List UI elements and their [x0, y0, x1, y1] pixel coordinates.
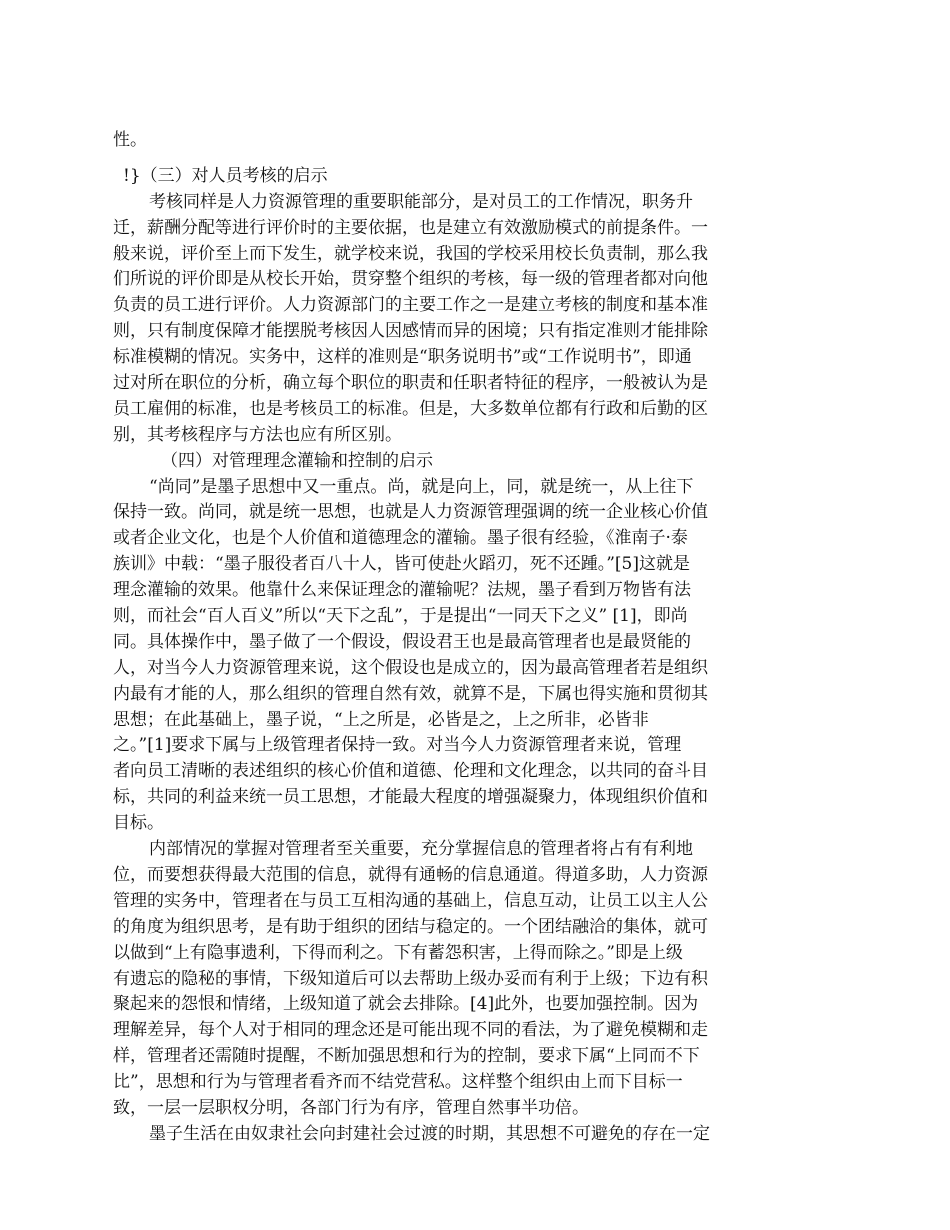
text-line: 思想；在此基础上，墨子说，“上之所是，必皆是之，上之所非，必皆非 [113, 709, 649, 730]
text-line: “尚同”是墨子思想中又一重点。尚，就是向上，同，就是统一，从上往下 [149, 476, 694, 497]
spacer [113, 154, 767, 164]
text-line: 理解差异，每个人对于相同的理念还是可能出现不同的看法，为了避免模糊和走 [113, 1020, 708, 1041]
text-line: 保持一致。尚同，就是统一思想，也就是人力资源管理强调的统一企业核心价值 [113, 502, 708, 523]
paragraph-mozi-era [113, 1122, 767, 1148]
text-line: 以做到“上有隐事遗利，下得而利之。下有蓄怨积害，上得而除之。”即是上级 [113, 942, 683, 963]
text-line: 墨子生活在由奴隶社会向封建社会过渡的时期，其思想不可避免的存在一定 [149, 1123, 710, 1144]
text-line: 人，对当今人力资源管理来说，这个假设也是成立的，因为最高管理者若是组织 [113, 657, 708, 678]
paragraph-information [113, 837, 767, 1122]
text-line: 比”，思想和行为与管理者看齐而不结党营私。这样整个组织由上而下目标一 [113, 1072, 683, 1093]
section-heading: !}（三）对人员考核的启示 [123, 165, 328, 186]
text-line: 则，而社会“百人百义”所以“天下之乱”，于是提出“一同天下之义” [1]，即尚 [113, 606, 688, 627]
text-line: 理念灌输的效果。他靠什么来保证理念的灌输呢？法规，墨子看到万物皆有法 [113, 580, 691, 601]
text-line: 样，管理者还需随时提醒，不断加强思想和行为的控制，要求下属“上同而不下 [113, 1046, 700, 1067]
text-line: 有遗忘的隐秘的事情，下级知道后可以去帮助上级办妥而有利于上级；下边有积 [113, 968, 708, 989]
paragraph-shangtong [113, 475, 767, 837]
text-line: 内部情况的掌握对管理者至关重要，充分掌握信息的管理者将占有有利地 [149, 839, 693, 860]
text-line: 内最有才能的人，那么组织的管理自然有效，就算不是，下属也得实施和贯彻其 [113, 683, 708, 704]
section-heading: （四）对管理理念灌输和控制的启示 [161, 450, 433, 471]
document-page [113, 128, 767, 1148]
text-line: 位，而要想获得最大范围的信息，就得有通畅的信息通道。得道多助，人力资源 [113, 864, 708, 885]
text-line: 之。”[1]要求下属与上级管理者保持一致。对当今人力资源管理者来说，管理 [113, 735, 682, 756]
text-line: 或者企业文化，也是个人价值和道德理念的灌输。墨子很有经验，《淮南子·泰 [113, 528, 688, 549]
text-line: 标准模糊的情况。实务中，这样的准则是“职务说明书”或“工作说明书”，即通 [113, 347, 692, 368]
text-line: 族训》中载：“墨子服役者百八十人，皆可使赴火蹈刃，死不还踵。”[5]这就是 [113, 554, 690, 575]
text-line: 员工雇佣的标准，也是考核员工的标准。但是，大多数单位都有行政和后勤的区 [113, 398, 708, 419]
text-line: 负责的员工进行评价。人力资源部门的主要工作之一是建立考核的制度和基本准 [113, 295, 708, 316]
text-line: 过对所在职位的分析，确立每个职位的职责和任职者特征的程序，一般被认为是 [113, 373, 708, 394]
text-line: 的角度为组织思考，是有助于组织的团结与稳定的。一个团结融洽的集体，就可 [113, 916, 708, 937]
paragraph-assessment [113, 190, 767, 449]
text-line: 般来说，评价至上而下发生，就学校来说，我国的学校采用校长负责制，那么我 [113, 243, 708, 264]
text-line: 别，其考核程序与方法也应有所区别。 [113, 424, 402, 445]
text-line: 聚起来的怨恨和情绪，上级知道了就会去排除。[4]此外，也要加强控制。因为 [113, 994, 699, 1015]
text-line: 迁，薪酬分配等进行评价时的主要依据，也是建立有效激励模式的前提条件。一 [113, 217, 708, 238]
text-line: 致，一层一层职权分明，各部门行为有序，管理自然事半功倍。 [113, 1097, 589, 1118]
text-line: 考核同样是人力资源管理的重要职能部分，是对员工的工作情况，职务升 [149, 191, 693, 212]
text-line: 同。具体操作中，墨子做了一个假设，假设君王也是最高管理者也是最贤能的 [113, 631, 691, 652]
text-line: 性。 [113, 130, 147, 150]
text-line: 则，只有制度保障才能摆脱考核因人因感情而异的困境；只有指定准则才能排除 [113, 321, 708, 342]
text-line: 者向员工清晰的表述组织的核心价值和道德、伦理和文化理念，以共同的奋斗目 [113, 761, 708, 782]
text-line: 目标。 [113, 813, 164, 834]
text-line: 标，共同的利益来统一员工思想，才能最大程度的增强凝聚力，体现组织价值和 [113, 787, 708, 808]
text-line: 们所说的评价即是从校长开始，贯穿整个组织的考核，每一级的管理者都对向他 [113, 269, 708, 290]
text-line: 管理的实务中，管理者在与员工互相沟通的基础上，信息互动，让员工以主人公 [113, 890, 708, 911]
